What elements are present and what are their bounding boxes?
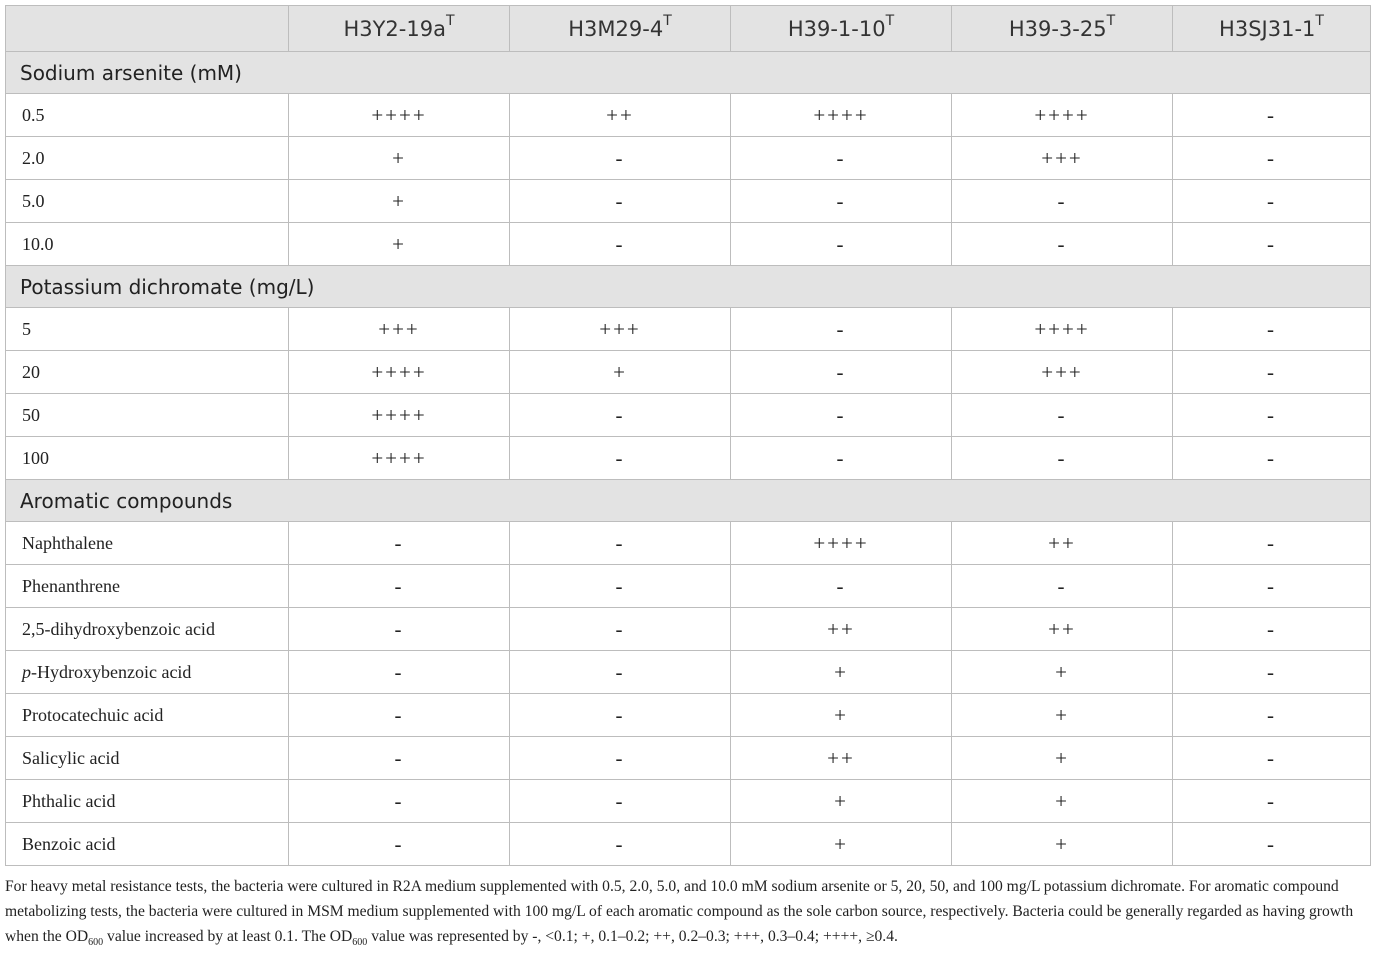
section-title: Sodium arsenite (mM) [6, 52, 1371, 94]
table-row [6, 180, 1371, 223]
strain-superscript: T [885, 12, 895, 29]
growth-value-cell: - [289, 522, 510, 565]
growth-value-cell: - [510, 394, 731, 437]
growth-value-cell: ++++ [952, 308, 1173, 351]
row-label: 5.0 [6, 180, 289, 223]
growth-value-cell: - [952, 394, 1173, 437]
growth-value-cell: - [510, 565, 731, 608]
growth-value-cell: + [952, 823, 1173, 866]
header-cell-strain [731, 6, 952, 52]
growth-value-cell: ++++ [731, 94, 952, 137]
table-row [6, 223, 1371, 266]
table-footnote [5, 874, 1370, 955]
row-label: 2,5-dihydroxybenzoic acid [6, 608, 289, 651]
row-label: 20 [6, 351, 289, 394]
footnote-subscript-1: 600 [88, 937, 104, 949]
growth-value-cell: - [1173, 180, 1371, 223]
growth-value-cell: + [952, 694, 1173, 737]
growth-value-cell: - [1173, 437, 1371, 480]
growth-value-cell: - [510, 180, 731, 223]
italic-prefix: p [22, 661, 31, 682]
results-table-container [5, 5, 1370, 866]
growth-value-cell: - [510, 137, 731, 180]
growth-value-cell: - [1173, 694, 1371, 737]
strain-name: H3Y2-19a [343, 16, 446, 41]
table-row [6, 351, 1371, 394]
growth-value-cell: - [1173, 94, 1371, 137]
growth-value-cell: - [1173, 351, 1371, 394]
growth-value-cell: - [1173, 223, 1371, 266]
table-row [6, 522, 1371, 565]
table-row [6, 737, 1371, 780]
row-label: 50 [6, 394, 289, 437]
growth-value-cell: - [731, 223, 952, 266]
growth-value-cell: ++++ [952, 94, 1173, 137]
growth-value-cell: - [1173, 823, 1371, 866]
growth-value-cell: - [1173, 522, 1371, 565]
strain-superscript: T [1106, 12, 1116, 29]
growth-value-cell: + [952, 651, 1173, 694]
growth-value-cell: - [731, 437, 952, 480]
growth-value-cell: ++++ [731, 522, 952, 565]
growth-value-cell: ++ [731, 608, 952, 651]
growth-value-cell: - [510, 437, 731, 480]
section-title: Aromatic compounds [6, 480, 1371, 522]
growth-value-cell: - [1173, 780, 1371, 823]
strain-name: H39-1-10 [787, 16, 886, 41]
growth-value-cell: - [289, 780, 510, 823]
growth-value-cell: +++ [510, 308, 731, 351]
table-row [6, 823, 1371, 866]
growth-value-cell: - [952, 180, 1173, 223]
growth-value-cell: - [510, 780, 731, 823]
growth-value-cell: + [289, 180, 510, 223]
growth-value-cell: - [1173, 737, 1371, 780]
growth-value-cell: - [510, 823, 731, 866]
row-label: 100 [6, 437, 289, 480]
growth-value-cell: - [510, 608, 731, 651]
growth-value-cell: - [952, 565, 1173, 608]
growth-value-cell: ++ [952, 522, 1173, 565]
growth-value-cell: - [289, 823, 510, 866]
table-row [6, 137, 1371, 180]
table-row [6, 651, 1371, 694]
growth-value-cell: - [1173, 651, 1371, 694]
growth-value-cell: +++ [289, 308, 510, 351]
growth-value-cell: + [731, 694, 952, 737]
growth-value-cell: + [731, 651, 952, 694]
section-row [6, 266, 1371, 308]
table-row [6, 780, 1371, 823]
footnote-text-1: For heavy metal resistance tests, the bacteria were cultured in R2A medium supplemented with 0.5, 2.0, 5.0, and 10.0 mM sodium arsenite or 5, 20, 50, and 100 mg/L potassium dichromate. For aromatic compound metabolizing tests, the bacteria were cultured in MSM medium supplemented with 100 mg/L of each aromatic compound as the sole carbon source, respectively. Bacteria could be generally regarded as having growth when the OD [5, 878, 1354, 945]
growth-value-cell: ++ [510, 94, 731, 137]
row-label: p-Hydroxybenzoic acid [6, 651, 289, 694]
row-label: Protocatechuic acid [6, 694, 289, 737]
growth-value-cell: ++ [731, 737, 952, 780]
growth-value-cell: + [731, 780, 952, 823]
strain-name: H3SJ31-1 [1219, 16, 1316, 41]
row-label: Benzoic acid [6, 823, 289, 866]
footnote-text-2: value increased by at least 0.1. The OD [103, 928, 353, 945]
growth-value-cell: + [289, 223, 510, 266]
table-row [6, 608, 1371, 651]
row-label: 10.0 [6, 223, 289, 266]
growth-value-cell: - [731, 351, 952, 394]
growth-value-cell: - [731, 180, 952, 223]
growth-value-cell: - [289, 694, 510, 737]
strain-superscript: T [445, 12, 455, 29]
growth-value-cell: - [1173, 394, 1371, 437]
header-cell-blank [6, 6, 289, 52]
strain-name: H3M29-4 [568, 16, 664, 41]
growth-value-cell: - [731, 565, 952, 608]
header-row [6, 6, 1371, 52]
header-cell-strain [952, 6, 1173, 52]
section-row [6, 480, 1371, 522]
table-row [6, 565, 1371, 608]
strain-name: H39-3-25 [1008, 16, 1107, 41]
section-row [6, 52, 1371, 94]
growth-value-cell: - [510, 651, 731, 694]
growth-value-cell: + [952, 737, 1173, 780]
footnote-subscript-2: 600 [352, 937, 368, 949]
growth-value-cell: - [731, 308, 952, 351]
row-label: Salicylic acid [6, 737, 289, 780]
growth-value-cell: - [1173, 608, 1371, 651]
table-body [6, 52, 1371, 866]
row-label: Phenanthrene [6, 565, 289, 608]
growth-value-cell: ++ [952, 608, 1173, 651]
growth-value-cell: +++ [952, 137, 1173, 180]
growth-value-cell: + [731, 823, 952, 866]
growth-value-cell: - [289, 737, 510, 780]
results-table [5, 5, 1371, 866]
growth-value-cell: - [289, 608, 510, 651]
growth-value-cell: - [510, 522, 731, 565]
growth-value-cell: - [510, 223, 731, 266]
section-title: Potassium dichromate (mg/L) [6, 266, 1371, 308]
growth-value-cell: - [731, 394, 952, 437]
growth-value-cell: ++++ [289, 394, 510, 437]
growth-value-cell: +++ [952, 351, 1173, 394]
header-cell-strain [1173, 6, 1371, 52]
table-row [6, 437, 1371, 480]
row-label: 0.5 [6, 94, 289, 137]
table-row [6, 394, 1371, 437]
growth-value-cell: - [1173, 565, 1371, 608]
header-cell-strain [510, 6, 731, 52]
growth-value-cell: - [289, 651, 510, 694]
table-row [6, 694, 1371, 737]
growth-value-cell: - [510, 737, 731, 780]
strain-superscript: T [1315, 12, 1324, 29]
growth-value-cell: + [952, 780, 1173, 823]
row-label: 5 [6, 308, 289, 351]
growth-value-cell: + [510, 351, 731, 394]
growth-value-cell: - [1173, 308, 1371, 351]
growth-value-cell: - [1173, 137, 1371, 180]
growth-value-cell: - [289, 565, 510, 608]
footnote-text-3: value was represented by -, <0.1; +, 0.1–0.2; ++, 0.2–0.3; +++, 0.3–0.4; ++++, ≥0.4. [367, 928, 898, 945]
table-row [6, 308, 1371, 351]
growth-value-cell: - [952, 223, 1173, 266]
growth-value-cell: ++++ [289, 437, 510, 480]
strain-superscript: T [663, 12, 672, 29]
growth-value-cell: ++++ [289, 94, 510, 137]
row-label: Phthalic acid [6, 780, 289, 823]
growth-value-cell: - [510, 694, 731, 737]
row-label: 2.0 [6, 137, 289, 180]
growth-value-cell: ++++ [289, 351, 510, 394]
growth-value-cell: - [731, 137, 952, 180]
table-row [6, 94, 1371, 137]
growth-value-cell: - [952, 437, 1173, 480]
row-label: Naphthalene [6, 522, 289, 565]
header-cell-strain [289, 6, 510, 52]
growth-value-cell: + [289, 137, 510, 180]
